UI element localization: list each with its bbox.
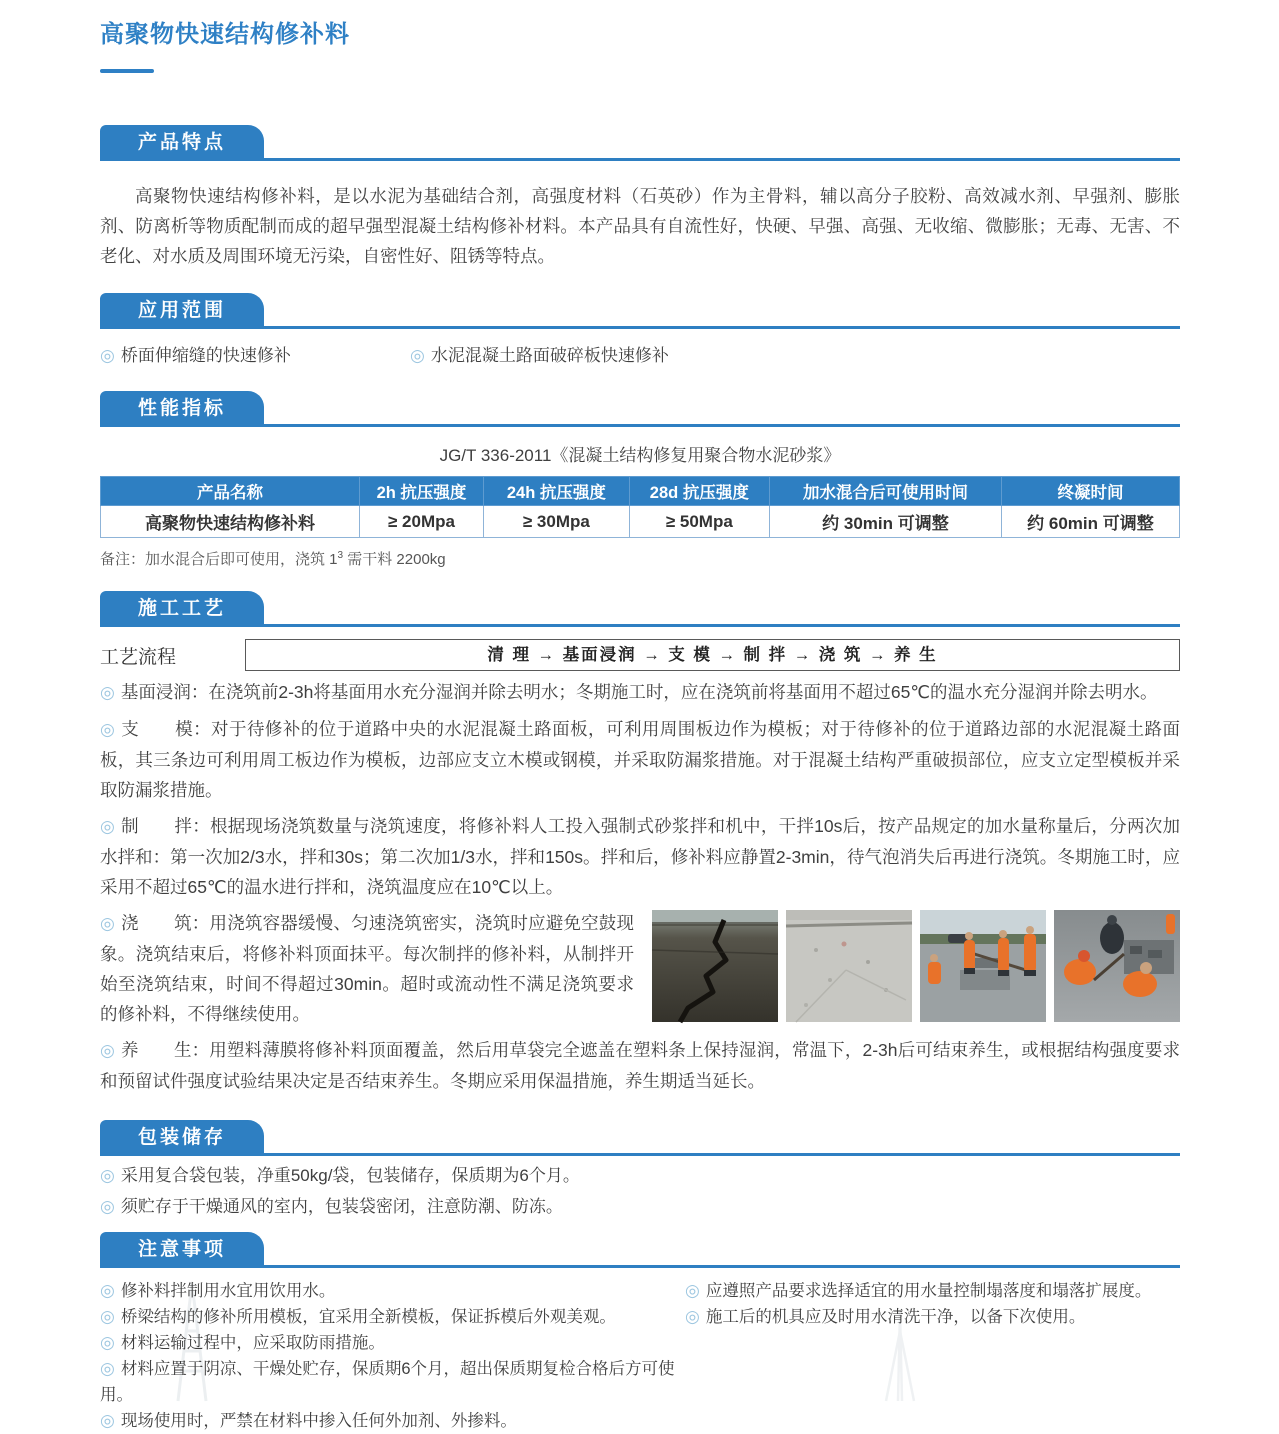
performance-table: [100, 476, 1180, 538]
ring-bullet-icon: ◎: [100, 1197, 115, 1216]
standard-reference: JG/T 336-2011《混凝土结构修复用聚合物水泥砂浆》: [439, 446, 841, 465]
notice-item: ◎ 修补料拌制用水宜用饮用水。: [100, 1281, 336, 1300]
process-steps: [100, 677, 1180, 1102]
table-header-row: [101, 477, 1180, 506]
section-header-features: [100, 125, 1180, 161]
cell-final-set-time: 约 60min 可调整: [1001, 506, 1179, 538]
section-tab-process: 施工工艺: [100, 591, 264, 627]
ring-bullet-icon: ◎: [100, 1166, 115, 1185]
ring-bullet-icon: ◎: [685, 1281, 700, 1300]
section-tab-packaging: 包装储存: [100, 1120, 264, 1156]
cell-product-name: 高聚物快速结构修补料: [101, 506, 360, 538]
section-header-packaging: [100, 1120, 1180, 1156]
flow-label: 工艺流程: [100, 646, 177, 668]
flow-sequence-box: 清 理 → 基面浸润 → 支 模 → 制 拌 → 浇 筑 → 养 生: [245, 639, 1180, 671]
step-formwork: ◎ 支 模：对于待修补的位于道路中央的水泥混凝土路面板，可利用周围板边作为模板；对于待修补的位于道路边部的水泥混凝土路面板，其三条边可利用周工板边作为模板，边部应支立木模或钢模，并采取防漏浆措施。对于混凝土结构严重破损部位，应支立定型模板并采取防漏浆措施。: [100, 719, 1180, 800]
ring-bullet-icon: ◎: [100, 1281, 115, 1300]
col-header: 加水混合后可使用时间: [769, 477, 1001, 506]
notice-item: ◎ 材料运输过程中，应采取防雨措施。: [100, 1333, 385, 1352]
step-pouring: ◎ 浇 筑：用浇筑容器缓慢、匀速浇筑密实，浇筑时应避免空鼓现象。浇筑结束后，将修补料顶面抹平。每次制拌的修补料，从制拌开始至浇筑结束，时间不得超过30min。超时或流动性不满足浇筑要求的修补料，不得继续使用。: [100, 908, 1180, 1029]
cell-usable-time: 约 30min 可调整: [769, 506, 1001, 538]
col-header: 产品名称: [101, 477, 360, 506]
ring-bullet-icon: ◎: [100, 914, 116, 933]
section-tab-notices: 注意事项: [100, 1232, 264, 1268]
ring-bullet-icon: ◎: [100, 346, 115, 365]
road-repair-workers-photo: [920, 910, 1046, 1022]
repaired-concrete-surface-photo: [786, 910, 912, 1022]
ring-bullet-icon: ◎: [100, 1333, 115, 1352]
step-curing: ◎ 养 生：用塑料薄膜将修补料顶面覆盖，然后用草袋完全遮盖在塑料条上保持湿润，常温下，2-3h后可结束养生，或根据结构强度要求和预留试件强度试验结果决定是否结束养生。冬期应采用保温措施，养生期适当延长。: [100, 1040, 1180, 1091]
cracked-pavement-photo: [652, 910, 778, 1022]
packaging-item: ◎ 采用复合袋包装，净重50kg/袋，包装储存，保质期为6个月。: [100, 1166, 580, 1185]
ring-bullet-icon: ◎: [100, 1359, 115, 1378]
construction-photos-strip: [652, 910, 1180, 1022]
step-mixing: ◎ 制 拌：根据现场浇筑数量与浇筑速度，将修补料人工投入强制式砂浆拌和机中，干拌10s后，按产品规定的加水量称量后，分两次加水拌和：第一次加2/3水，拌和30s；第二次加1/3水，拌和150s。拌和后，修补料应静置2-3min，待气泡消失后再进行浇筑。冬期施工时，应采用不超过65℃的温水进行拌和，浇筑温度应在10℃以上。: [100, 816, 1180, 897]
ring-bullet-icon: ◎: [410, 346, 425, 365]
col-header: 28d 抗压强度: [629, 477, 769, 506]
page-title: 高聚物快速结构修补料: [100, 21, 350, 48]
ring-bullet-icon: ◎: [100, 720, 116, 739]
application-item: ◎ 桥面伸缩缝的快速修补: [100, 346, 291, 365]
cell-2h-strength: ≥ 20Mpa: [359, 506, 483, 538]
col-header: 24h 抗压强度: [484, 477, 630, 506]
notices-list: [100, 1278, 1180, 1434]
col-header: 2h 抗压强度: [359, 477, 483, 506]
application-list: [100, 343, 1180, 369]
cell-28d-strength: ≥ 50Mpa: [629, 506, 769, 538]
cell-24h-strength: ≥ 30Mpa: [484, 506, 630, 538]
notice-item: ◎ 桥梁结构的修补所用模板，宜采用全新模板，保证拆模后外观美观。: [100, 1307, 616, 1326]
section-header-notices: [100, 1232, 1180, 1268]
workers-pouring-repair-material-photo: [1054, 910, 1180, 1022]
table-note: 备注：加水混合后即可使用，浇筑 $1^3$ 需干料 2200kg: [100, 550, 446, 568]
section-tab-performance: 性能指标: [100, 391, 264, 427]
section-header-application: [100, 293, 1180, 329]
notice-item: ◎ 应遵照产品要求选择适宜的用水量控制塌落度和塌落扩展度。: [685, 1281, 1152, 1300]
section-header-performance: [100, 391, 1180, 427]
ring-bullet-icon: ◎: [100, 1041, 115, 1060]
ring-bullet-icon: ◎: [685, 1307, 700, 1326]
section-tab-application: 应用范围: [100, 293, 264, 329]
col-header: 终凝时间: [1001, 477, 1179, 506]
ring-bullet-icon: ◎: [100, 1411, 115, 1430]
packaging-item: ◎ 须贮存于干燥通风的室内，包装袋密闭，注意防潮、防冻。: [100, 1197, 563, 1216]
title-underline: [100, 69, 154, 73]
section-tab-features: 产品特点: [100, 125, 264, 161]
ring-bullet-icon: ◎: [100, 817, 116, 836]
table-row: [101, 506, 1180, 538]
notice-item: ◎ 材料应置于阴凉、干燥处贮存，保质期6个月，超出保质期复检合格后方可使用。: [100, 1359, 675, 1404]
ring-bullet-icon: ◎: [100, 1307, 115, 1326]
features-paragraph: 高聚物快速结构修补料，是以水泥为基础结合剂，高强度材料（石英砂）作为主骨料，辅以高分子胶粉、高效减水剂、早强剂、膨胀剂、防离析等物质配制而成的超早强型混凝土结构修补材料。本产品具有自流性好，快硬、早强、高强、无收缩、微膨胀；无毒、无害、不老化、对水质及周围环境无污染，自密性好、阻锈等特点。: [100, 186, 1180, 266]
application-item: ◎ 水泥混凝土路面破碎板快速修补: [410, 346, 669, 365]
step-base-wetting: ◎ 基面浸润：在浇筑前2-3h将基面用水充分湿润并除去明水；冬期施工时，应在浇筑前将基面用不超过65℃的温水充分湿润并除去明水。: [100, 682, 1158, 702]
notice-item: ◎ 施工后的机具应及时用水清洗干净，以备下次使用。: [685, 1307, 1086, 1326]
notice-item: ◎ 现场使用时，严禁在材料中掺入任何外加剂、外掺料。: [100, 1411, 517, 1430]
process-flow-row: [100, 639, 1180, 671]
ring-bullet-icon: ◎: [100, 683, 115, 702]
section-header-process: [100, 591, 1180, 627]
